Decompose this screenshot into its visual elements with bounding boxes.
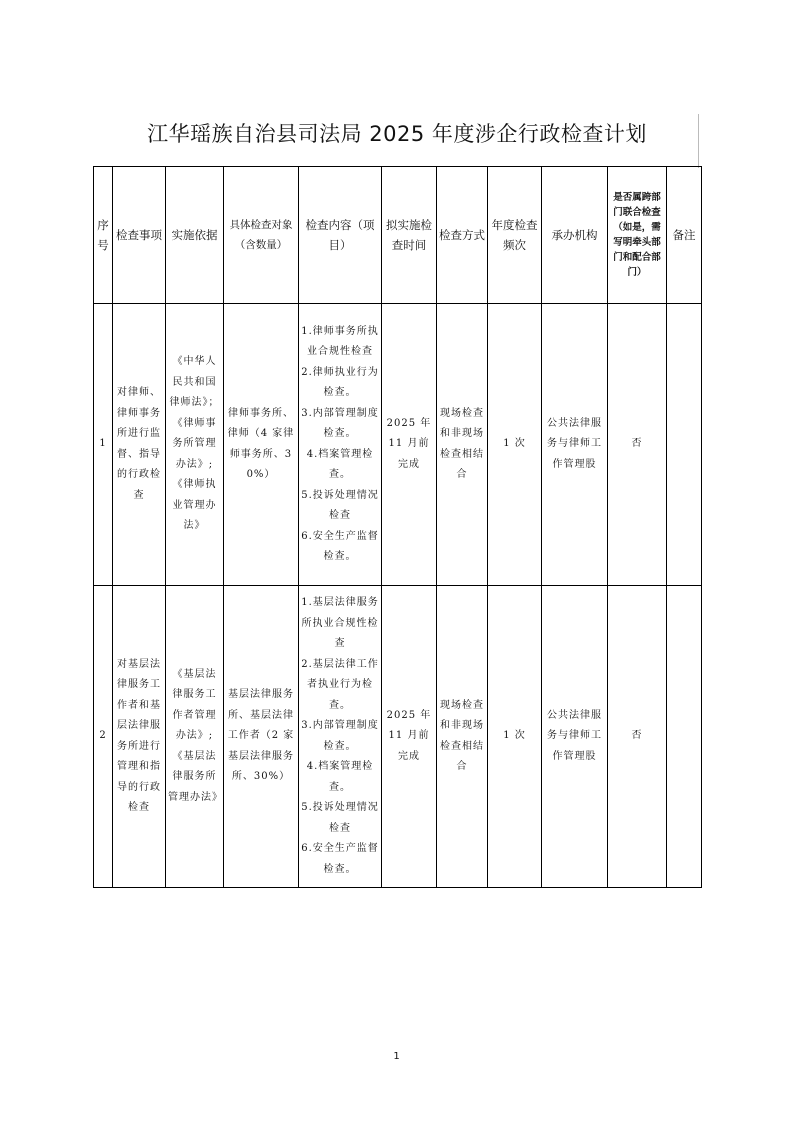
header-target: 具体检查对象（含数量）	[224, 167, 299, 304]
cell-time-text: 2025 年 11 月前完成	[386, 417, 432, 470]
table-header-row	[94, 167, 702, 304]
content-item: 4.档案管理检查。	[306, 448, 374, 480]
header-basis: 实施依据	[166, 167, 224, 304]
cell-target-text: 律师事务所、律师（4 家律师事务所、30%）	[227, 407, 295, 480]
cell-agency-text: 公共法律服务与律师工作管理股	[547, 709, 602, 762]
cell-item	[113, 586, 166, 888]
content-item: 6.安全生产监督检查。	[301, 843, 379, 875]
cell-joint-inspection: 否	[608, 586, 667, 888]
content-item: 6.安全生产监督检查。	[301, 530, 379, 562]
cell-agency	[542, 586, 608, 888]
content-item: 1.基层法律服务所执业合规性检查	[301, 597, 379, 649]
cell-time-text: 2025 年 11 月前完成	[386, 709, 432, 762]
page-number: 1	[393, 1051, 400, 1062]
header-joint-inspection: 是否属跨部门联合检查（如是，需写明牵头部门和配合部门）	[608, 167, 667, 304]
content-item: 3.内部管理制度检查。	[301, 407, 379, 439]
header-frequency: 年度检查频次	[488, 167, 542, 304]
cell-method-text: 现场检查和非现场检查相结合	[440, 699, 484, 772]
cell-basis-text: 《基层法律服务工作者管理办法》;《基层法律服务所管理办法》	[168, 668, 223, 803]
content-item: 5.投诉处理情况检查	[301, 489, 379, 521]
header-time: 拟实施检查时间	[382, 167, 437, 304]
cell-time	[382, 586, 437, 888]
cell-item	[113, 304, 166, 586]
cell-agency	[542, 304, 608, 586]
content-item: 1.律师事务所执业合规性检查	[301, 325, 379, 357]
inspection-plan-table	[93, 166, 702, 888]
content-item: 4.档案管理检查。	[306, 761, 374, 793]
content-item: 2.基层法律工作者执业行为检查。	[301, 658, 379, 711]
table-row	[94, 586, 702, 888]
cell-agency-text: 公共法律服务与律师工作管理股	[547, 417, 602, 470]
cell-seq: 2	[94, 586, 113, 888]
cell-method	[437, 304, 488, 586]
cell-item-text: 对律师、律师事务所进行监督、指导的行政检查	[117, 387, 161, 501]
cell-target-text: 基层法律服务所、基层法律工作者（2 家基层法律服务所、30%）	[227, 689, 295, 783]
cell-basis	[166, 304, 224, 586]
cell-remark	[667, 586, 702, 888]
cell-basis-text: 《中华人民共和国律师法》；《律师事务所管理办法》;《律师执业管理办法》	[169, 356, 220, 532]
table-row	[94, 304, 702, 586]
cell-seq: 1	[94, 304, 113, 586]
header-item: 检查事项	[113, 167, 166, 304]
content-item: 5.投诉处理情况检查	[301, 802, 379, 834]
header-seq: 序号	[94, 167, 113, 304]
cell-frequency: 1 次	[488, 304, 542, 586]
cell-target	[224, 304, 299, 586]
content-item: 3.内部管理制度检查。	[301, 720, 379, 752]
header-content: 检查内容（项目）	[299, 167, 382, 304]
cell-frequency: 1 次	[488, 586, 542, 888]
cell-basis	[166, 586, 224, 888]
header-agency: 承办机构	[542, 167, 608, 304]
cell-method	[437, 586, 488, 888]
cell-item-text: 对基层法律服务工作者和基层法律服务所进行管理和指导的行政检查	[117, 658, 161, 813]
cell-method-text: 现场检查和非现场检查相结合	[440, 407, 484, 480]
cell-content	[299, 586, 382, 888]
page-edge-divider	[698, 114, 699, 168]
cell-content	[299, 304, 382, 586]
header-remark: 备注	[667, 167, 702, 304]
cell-joint-inspection: 否	[608, 304, 667, 586]
header-method: 检查方式	[437, 167, 488, 304]
content-item: 2.律师执业行为检查。	[301, 366, 379, 398]
cell-remark	[667, 304, 702, 586]
page-title: 江华瑶族自治县司法局 2025 年度涉企行政检查计划	[147, 122, 647, 146]
cell-time	[382, 304, 437, 586]
cell-target	[224, 586, 299, 888]
